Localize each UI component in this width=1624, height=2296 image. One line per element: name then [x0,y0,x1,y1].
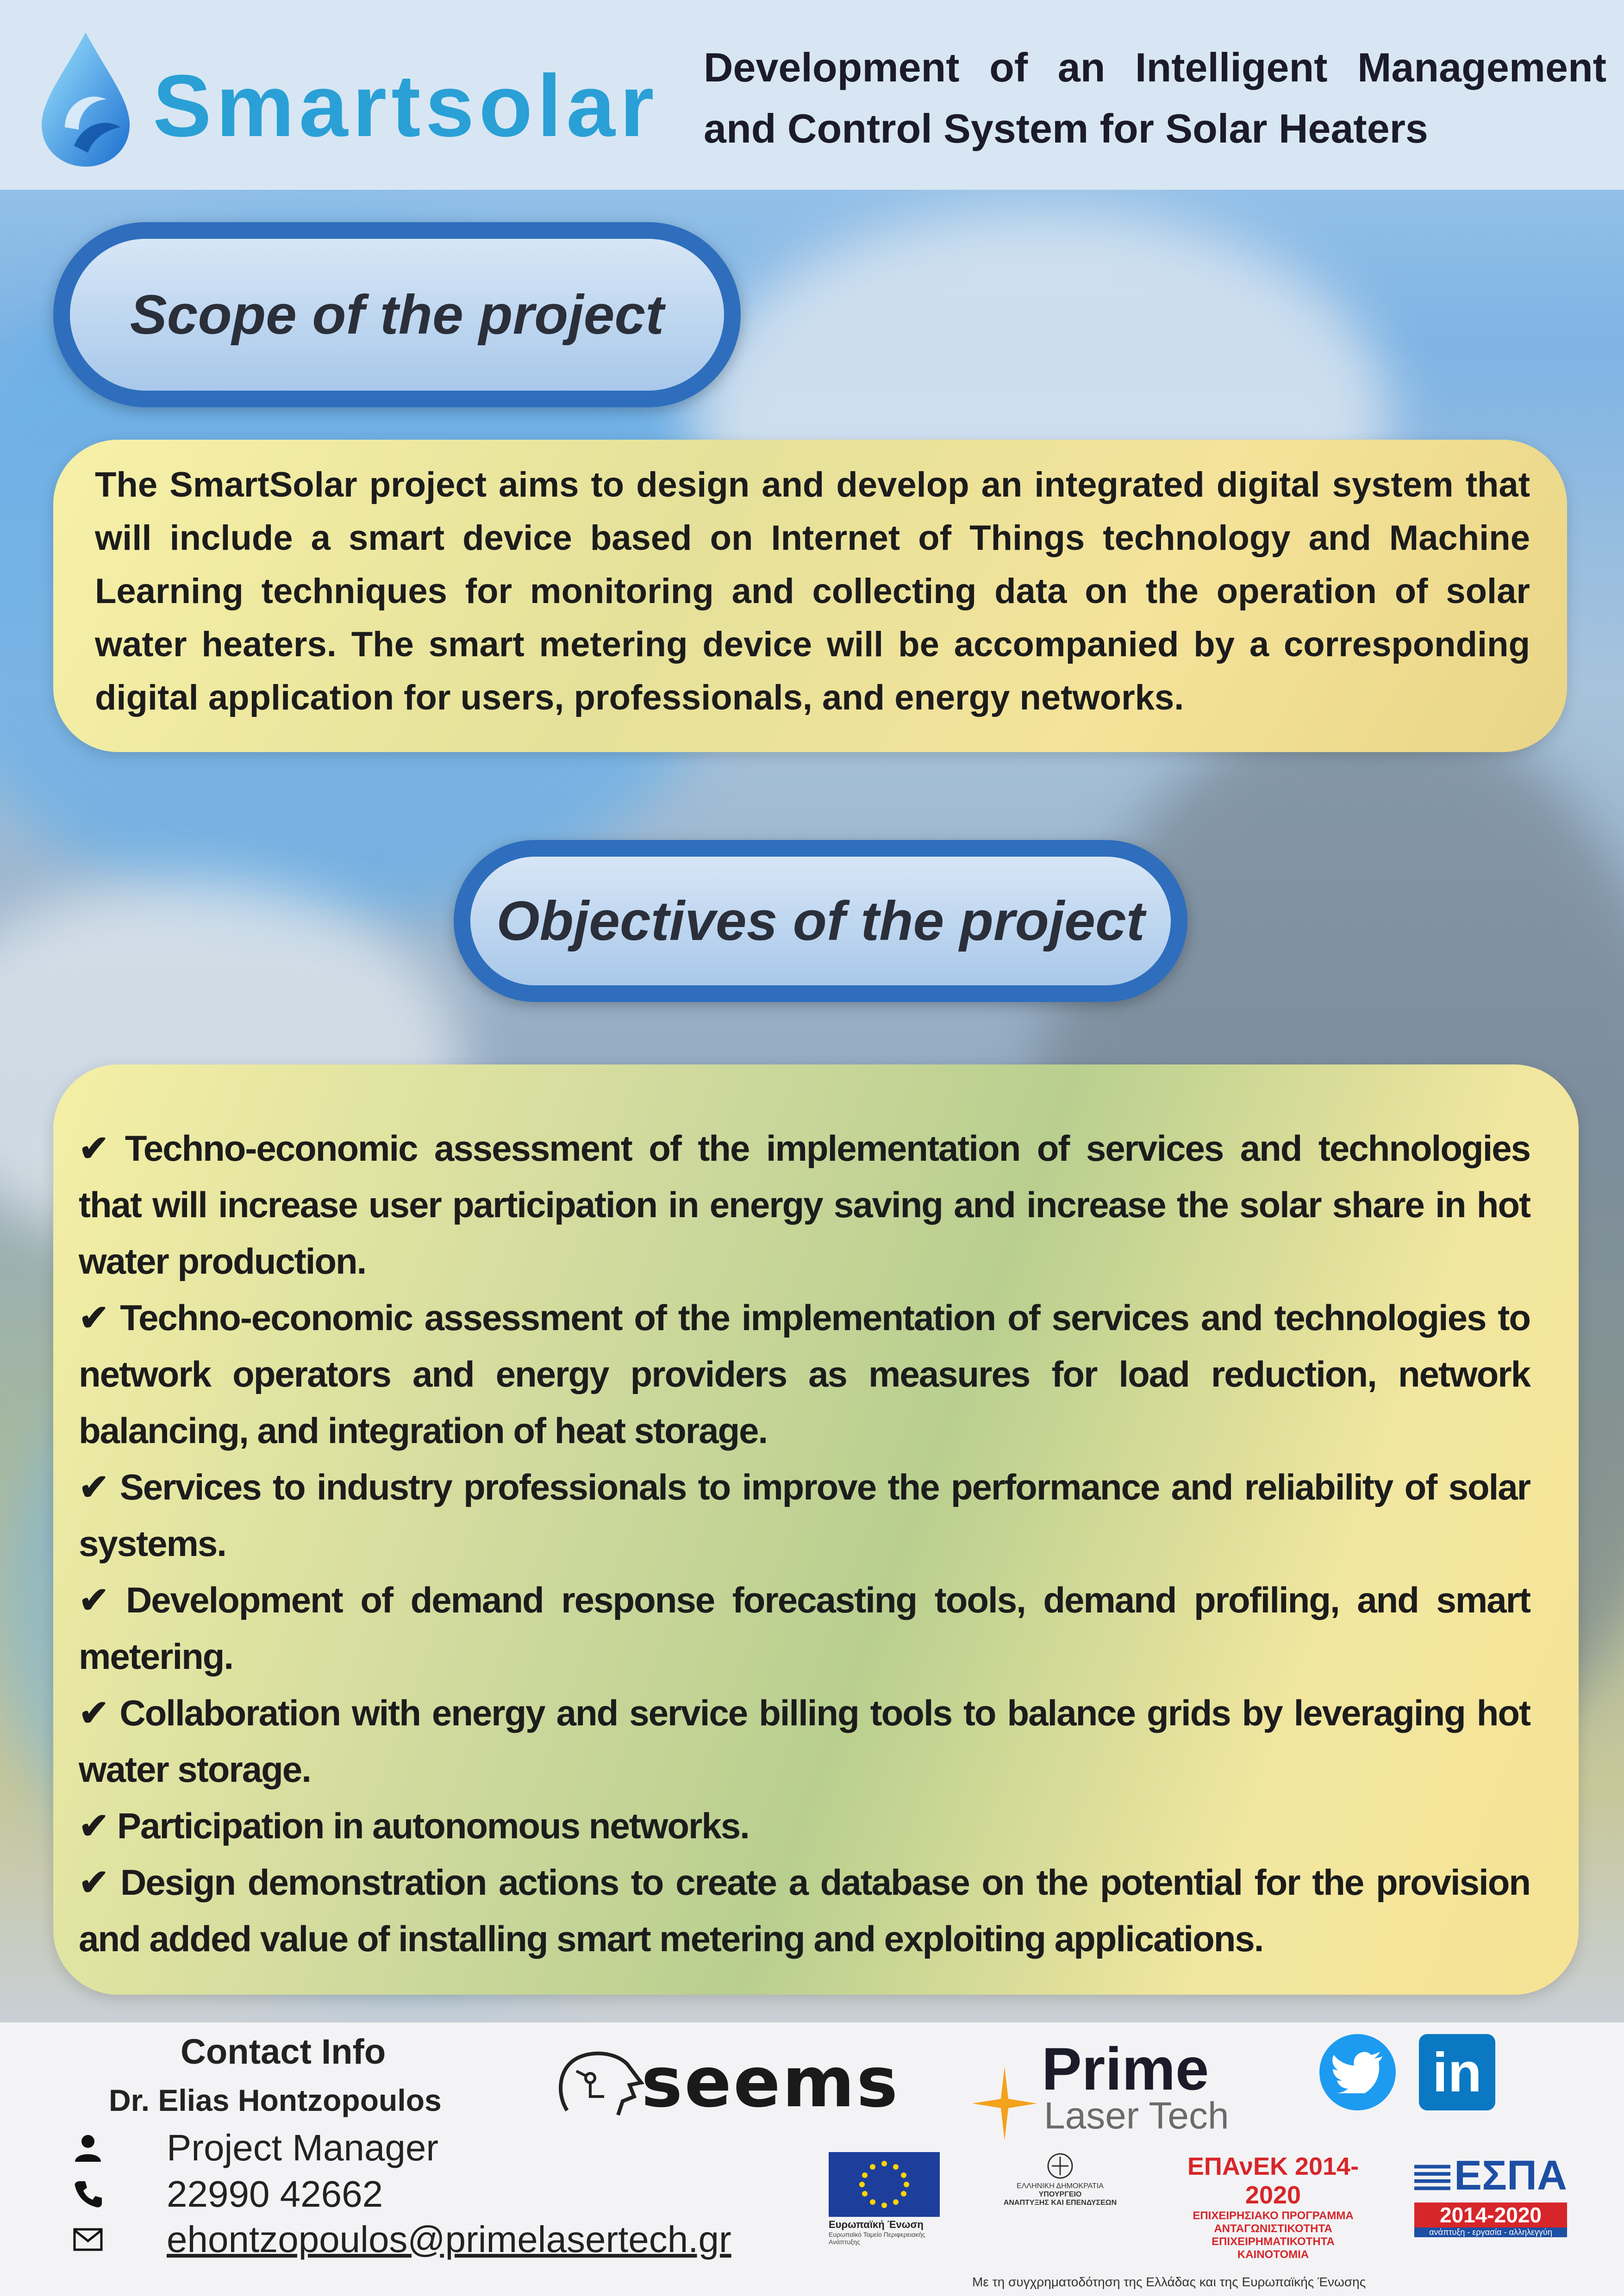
person-icon [69,2129,106,2166]
espa-years: 2014-2020 [1414,2203,1567,2228]
list-item: ✔ Services to industry professionals to improve the performance and reliability of solar systems. [79,1467,1530,1564]
epanek-line: ΕΠΙΧΕΙΡΗΣΙΑΚΟ ΠΡΟΓΡΑΜΜΑ [1193,2209,1354,2222]
list-item: ✔ Techno-economic assessment of the implementation of services and technologies to network operators and energy providers as measures for load reduction, network balancing, and integration of heat storage. [79,1297,1530,1451]
contact-title: Contact Info [181,2032,386,2072]
contact-phone: 22990 42662 [167,2173,383,2215]
prime-laser-tech-logo [972,2034,1250,2140]
eu-sub-label: Ευρωπαϊκό Ταμείο Περιφερειακής Ανάπτυξης [829,2231,925,2246]
ministry-line: ΑΝΑΠΤΥΞΗΣ ΚΑΙ ΕΠΕΝΔΥΣΕΩΝ [1003,2199,1117,2207]
twitter-link[interactable] [1319,2034,1396,2110]
epanek-title: ΕΠΑνΕΚ 2014-2020 [1187,2153,1359,2209]
greek-emblem-icon [1046,2152,1074,2180]
espa-flag-icon [1414,2160,1450,2192]
epanek-line: ΑΝΤΑΓΩΝΙΣΤΙΚΟΤΗΤΑ [1214,2222,1332,2235]
contact-role-row [69,2127,438,2169]
seems-logo [549,2042,928,2123]
brand-name: Smartsolar [153,57,659,155]
eu-flag-logo [829,2152,940,2246]
page-title: Development of an Intelligent Management and Control System for Solar Heaters [704,44,1606,151]
seems-head-icon [549,2046,650,2120]
phone-icon [69,2176,106,2213]
eu-label: Ευρωπαϊκή Ένωση [829,2219,924,2230]
scope-text: The SmartSolar project aims to design and develop an integrated digital system that will include a smart device based on Internet of Things technology and Machine Learning techniques for monitoring and collecting data on the operation of solar water heaters. The smart metering device will be accompanied by a corresponding digital application for users, professionals, and energy networks. [95,465,1530,717]
linkedin-icon: in [1432,2041,1482,2103]
list-item: ✔ Collaboration with energy and service billing tools to balance grids by leveraging hot water storage. [79,1692,1530,1790]
espa-title: ΕΣΠΑ [1454,2153,1567,2199]
ministry-line: ΥΠΟΥΡΓΕΙΟ [1038,2190,1082,2198]
header [0,0,1624,190]
prime-wordmark: Prime [1042,2035,1209,2103]
contact-email-row [69,2218,731,2261]
list-item: ✔ Development of demand response forecasting tools, demand profiling, and smart metering. [79,1580,1530,1677]
list-item: ✔ Techno-economic assessment of the implementation of services and technologies that will increase user participation in energy saving and increase the solar share in hot water production. [79,1128,1530,1282]
seems-wordmark: seems [641,2042,900,2123]
water-drop-logo-icon [37,30,134,169]
list-item: ✔ Design demonstration actions to create a database on the potential for the provision and added value of installing smart metering and exploiting applications. [79,1862,1530,1959]
epanek-line: ΕΠΙΧΕΙΡΗΜΑΤΙΚΟΤΗΤΑ [1212,2235,1335,2248]
espa-logo [1414,2152,1567,2235]
espa-tag: ανάπτυξη - εργασία - αλληλεγγύη [1414,2228,1567,2237]
contact-role: Project Manager [167,2127,438,2168]
epanek-line: ΚΑΙΝΟΤΟΜΙΑ [1237,2248,1309,2261]
objectives-heading: Objectives of the project [496,890,1145,952]
objectives-list [79,1120,1530,1967]
cofunding-text: Με τη συγχρηματοδότηση της Ελλάδας και της Ευρωπαϊκής Ένωσης [972,2275,1366,2289]
contact-email-link[interactable]: ehontzopoulos@primelasertech.gr [167,2219,731,2260]
contact-phone-row [69,2173,383,2215]
epanek-logo [1181,2152,1366,2261]
ministry-line: ΕΛΛΗΝΙΚΗ ΔΗΜΟΚΡΑΤΙΑ [1017,2182,1104,2190]
linkedin-link[interactable] [1419,2034,1495,2110]
laser-tech-wordmark: Laser Tech [1044,2095,1229,2137]
list-item: ✔ Participation in autonomous networks. [79,1805,749,1846]
scope-heading: Scope of the project [130,284,664,346]
scope-heading-pill [53,222,741,407]
laser-star-icon [972,2066,1037,2140]
mail-icon [69,2221,106,2258]
eu-flag-icon [829,2152,940,2217]
twitter-icon [1332,2052,1383,2093]
contact-name: Dr. Elias Hontzopoulos [109,2083,442,2117]
ministry-logo [977,2152,1143,2235]
objectives-heading-pill [454,840,1187,1002]
